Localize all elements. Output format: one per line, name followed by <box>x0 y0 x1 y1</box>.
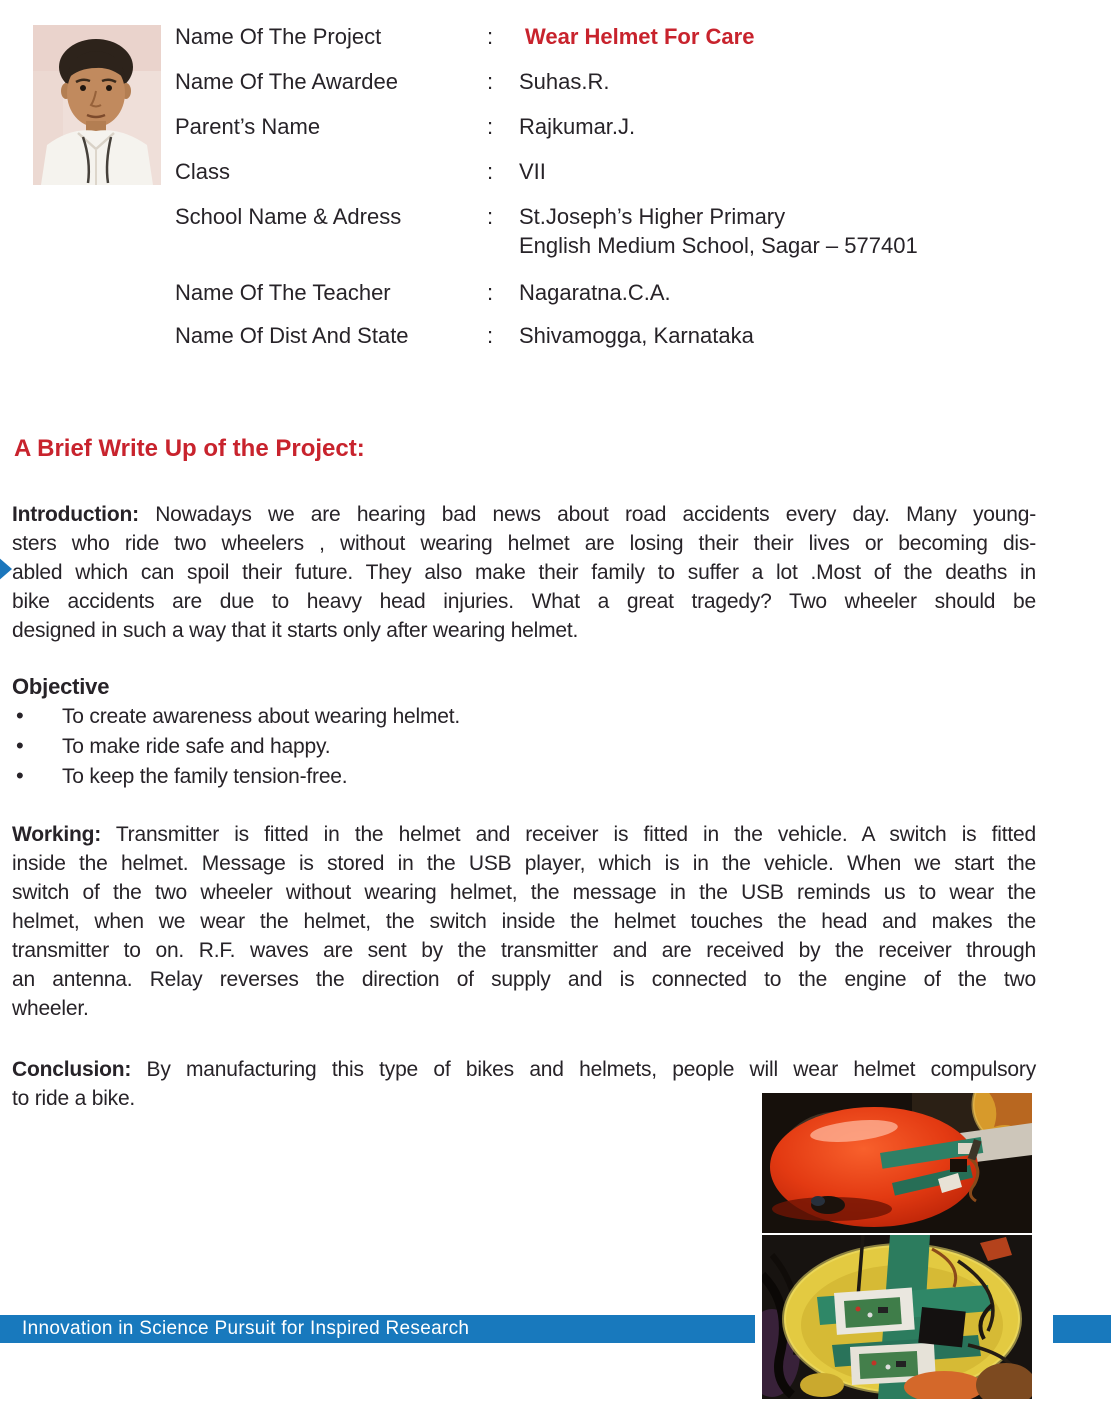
project-title-value: Wear Helmet For Care <box>525 24 755 49</box>
field-row-awardee <box>175 67 915 96</box>
paragraph-line: abled which can spoil their future. They also make their family to suffer a lot .Most of the deaths in <box>12 561 1036 584</box>
school-name-line2: English Medium School, Sagar – 577401 <box>519 233 918 258</box>
paragraph-line: inside the helmet. Message is stored in the USB player, which is in the vehicle. When we start the <box>12 852 1036 875</box>
field-row-project <box>175 22 915 51</box>
field-value: Rajkumar.J. <box>519 114 636 139</box>
bullet-text: To create awareness about wearing helmet. <box>62 705 461 728</box>
device-photo-illustration <box>762 1235 1032 1399</box>
field-colon: : <box>487 69 494 94</box>
field-label: Class <box>175 159 231 184</box>
field-row-class <box>175 157 915 186</box>
objective-heading: Objective <box>12 674 110 699</box>
field-colon: : <box>487 280 494 305</box>
bullet-text: To make ride safe and happy. <box>62 735 331 758</box>
introduction-label: Introduction: <box>12 503 139 526</box>
paragraph-line: bike accidents are due to heavy head injuries. What a great tragedy? Two wheeler should be <box>12 590 1036 613</box>
field-value <box>519 202 918 260</box>
paragraph-line: transmitter to on. R.F. waves are sent by the transmitter and are received by the receiver through <box>12 939 1036 962</box>
footer-text: Innovation in Science Pursuit for Inspired Research <box>22 1318 470 1339</box>
field-label: Parent’s Name <box>175 114 321 139</box>
field-value: VII <box>519 159 546 184</box>
paragraph-line: sters who ride two wheelers , without wearing helmet are losing their their lives or becoming dis- <box>12 532 1036 555</box>
field-row-parent <box>175 112 915 141</box>
paragraph-text: By manufacturing this type of bikes and helmets, people will wear helmet compulsory <box>146 1058 1036 1081</box>
bullet-icon: • <box>16 733 24 758</box>
field-value: Shivamogga, Karnataka <box>519 323 754 348</box>
paragraph-line <box>12 820 1036 849</box>
paragraph-text: Nowadays we are hearing bad news about road accidents every day. Many young- <box>155 503 1036 526</box>
awardee-photo-illustration <box>33 25 161 185</box>
field-label: School Name & Adress <box>175 204 402 229</box>
bullet-icon: • <box>16 763 24 788</box>
objective-bullet-item <box>12 702 1036 732</box>
objective-section <box>12 672 1036 792</box>
school-name-line1: St.Joseph’s Higher Primary <box>519 204 786 229</box>
writeup-heading: A Brief Write Up of the Project: <box>14 435 365 462</box>
helmet-photo <box>762 1093 1032 1233</box>
device-photo <box>762 1235 1032 1399</box>
field-label: Name Of The Awardee <box>175 69 398 94</box>
field-row-district <box>175 321 915 350</box>
margin-arrow-icon <box>0 556 12 582</box>
helmet-photo-illustration <box>762 1093 1032 1233</box>
introduction-paragraph <box>12 500 1036 645</box>
field-value: Suhas.R. <box>519 69 610 94</box>
paragraph-line: switch of the two wheeler without wearing helmet, the message in the USB reminds us to wear the <box>12 881 1036 904</box>
profile-fields <box>175 22 918 366</box>
field-colon: : <box>487 204 494 229</box>
conclusion-label: Conclusion: <box>12 1058 132 1081</box>
paragraph-line: an antenna. Relay reverses the direction of supply and is connected to the engine of the two <box>12 968 1036 991</box>
paragraph-line: designed in such a way that it starts only after wearing helmet. <box>12 619 579 642</box>
field-colon: : <box>487 24 494 49</box>
field-colon: : <box>487 114 494 139</box>
field-row-school <box>175 202 918 260</box>
bullet-text: To keep the family tension-free. <box>62 765 348 788</box>
field-label: Name Of The Project <box>175 24 382 49</box>
paragraph-line <box>12 1055 1036 1084</box>
awardee-photo <box>33 25 161 185</box>
field-value: Nagaratna.C.A. <box>519 280 671 305</box>
field-colon: : <box>487 159 494 184</box>
objective-bullet-item <box>12 732 1036 762</box>
paragraph-line: to ride a bike. <box>12 1087 136 1110</box>
objective-bullet-item <box>12 762 1036 792</box>
paragraph-line: helmet, when we wear the helmet, the switch inside the helmet touches the head and makes the <box>12 910 1036 933</box>
field-colon: : <box>487 323 494 348</box>
field-label: Name Of Dist And State <box>175 323 409 348</box>
field-label: Name Of The Teacher <box>175 280 391 305</box>
working-paragraph <box>12 820 1036 1023</box>
field-row-teacher <box>175 278 915 307</box>
paragraph-line: wheeler. <box>12 997 89 1020</box>
paragraph-line <box>12 500 1036 529</box>
bullet-icon: • <box>16 703 24 728</box>
writeup-section <box>12 434 1036 1113</box>
project-photos <box>755 1090 1053 1402</box>
paragraph-text: Transmitter is fitted in the helmet and receiver is fitted in the vehicle. A switch is fitted <box>115 823 1036 846</box>
working-label: Working: <box>12 823 102 846</box>
